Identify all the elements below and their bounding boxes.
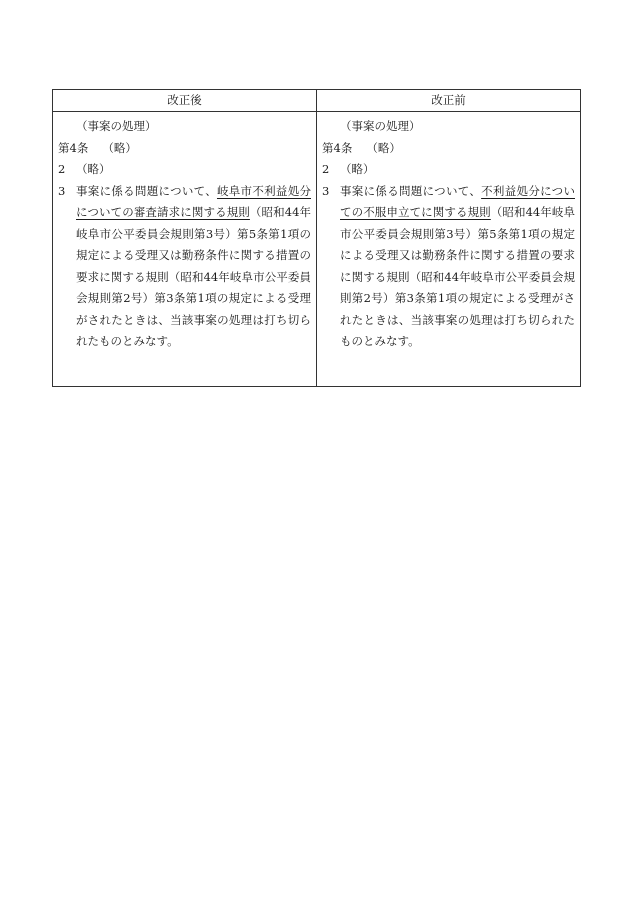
before-paragraph-2-number: 2 xyxy=(322,162,330,176)
before-paragraph-3-post: （昭和44年岐阜市公平委員会規則第3号）第5条第1項の規定による受理又は勤務条件に関する措置の要求に関する規則（昭和44年岐阜市公平委員会規則第2号）第3条第1項の規定による受理がされたときは、当該事案の処理は打ち切られたものとみなす。 xyxy=(340,205,576,348)
after-article-caption: （事案の処理） xyxy=(76,119,157,133)
after-article-text: （略） xyxy=(102,140,137,155)
after-paragraph-3-amended-text: 岐阜市不利益処分についての審査請求に関する規則 xyxy=(76,183,311,219)
before-paragraph-2-text: （略） xyxy=(340,162,375,176)
after-article-number: 第4条 xyxy=(58,140,89,155)
after-paragraph-2-number: 2 xyxy=(58,162,66,176)
after-paragraph-2 xyxy=(58,159,311,181)
after-article-4 xyxy=(58,138,311,160)
table-header-row xyxy=(53,90,581,112)
before-paragraph-3-number: 3 xyxy=(322,183,330,198)
after-paragraph-3-body xyxy=(76,181,311,353)
before-paragraph-3-body xyxy=(340,181,575,353)
before-paragraph-2 xyxy=(322,159,575,181)
after-paragraph-3-pre: 事案に係る問題について、 xyxy=(76,183,217,198)
before-article-caption: （事案の処理） xyxy=(340,119,421,133)
after-revision-cell xyxy=(53,112,317,387)
revision-comparison-table xyxy=(52,89,581,387)
before-paragraph-3 xyxy=(322,181,575,353)
header-before-revision: 改正前 xyxy=(317,90,581,112)
after-paragraph-3 xyxy=(58,181,311,353)
before-paragraph-3-pre: 事案に係る問題について、 xyxy=(340,183,482,198)
before-article-4 xyxy=(322,138,575,160)
before-paragraph-3-amended-text: 不利益処分についての不服申立てに関する規則 xyxy=(340,183,575,219)
after-paragraph-3-post: （昭和44年岐阜市公平委員会規則第3号）第5条第1項の規定による受理又は勤務条件に関する措置の要求に関する規則（昭和44年岐阜市公平委員会規則第2号）第3条第1項の規定による受理がされたときは、当該事案の処理は打ち切られたものとみなす。 xyxy=(76,205,311,348)
before-article-text: （略） xyxy=(366,140,401,155)
header-after-revision: 改正後 xyxy=(53,90,317,112)
before-article-number: 第4条 xyxy=(322,140,353,155)
after-paragraph-3-number: 3 xyxy=(58,183,66,198)
table-body-row xyxy=(53,112,581,387)
after-paragraph-2-text: （略） xyxy=(76,162,111,176)
before-revision-cell xyxy=(317,112,581,387)
